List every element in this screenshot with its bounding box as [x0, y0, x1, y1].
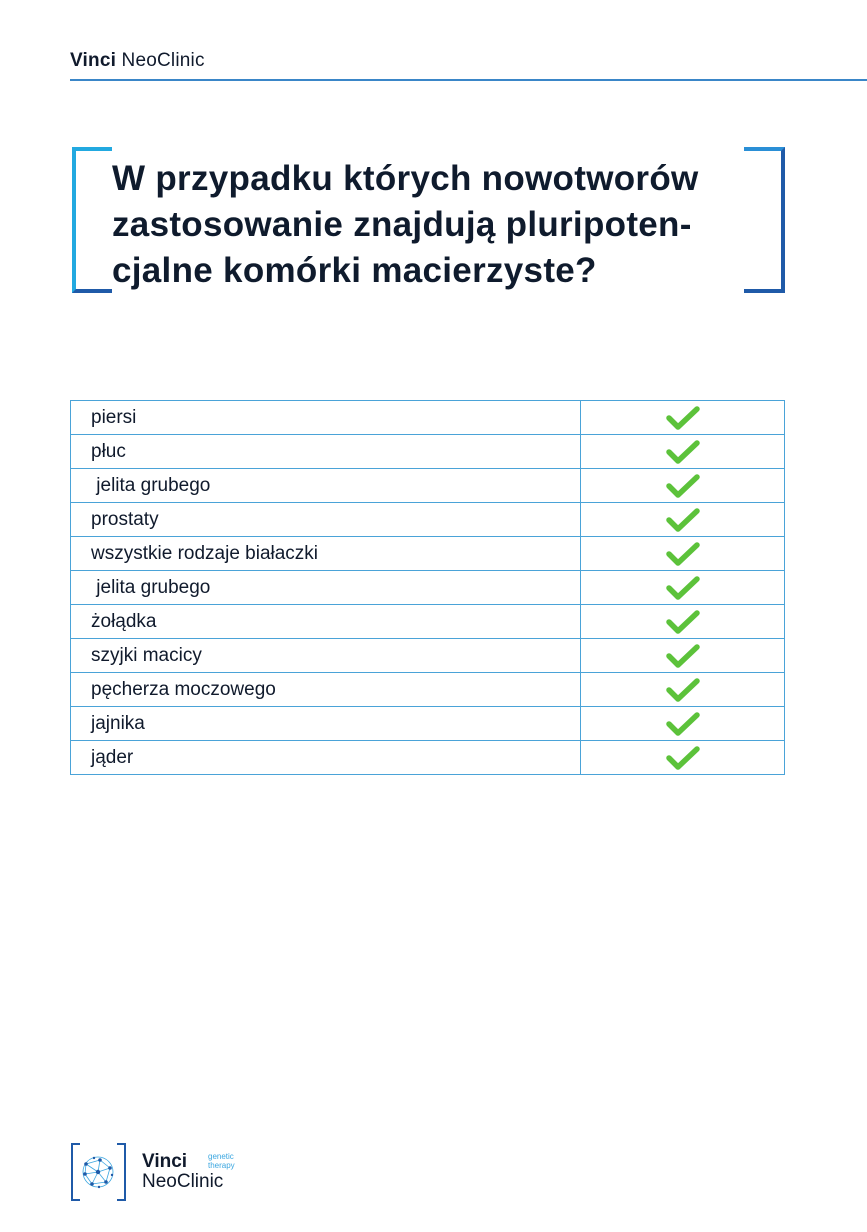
table-cell-label: pęcherza moczowego	[71, 673, 581, 707]
footer-tagline-1: genetic	[208, 1152, 234, 1161]
header-brand	[70, 50, 205, 72]
table-row	[71, 537, 785, 571]
table-cell-label: piersi	[71, 401, 581, 435]
table-row	[71, 401, 785, 435]
checkmark-icon	[666, 508, 700, 532]
table-cell-label: żołądka	[71, 605, 581, 639]
checkmark-icon	[666, 440, 700, 464]
checkmark-icon	[666, 610, 700, 634]
table-cell-label: jelita grubego	[71, 571, 581, 605]
table-cell-check	[581, 435, 785, 469]
footer-brand-bold: Vinci	[142, 1151, 188, 1172]
checkmark-icon	[666, 542, 700, 566]
table-row	[71, 707, 785, 741]
table-row	[71, 673, 785, 707]
footer-brand-regular: NeoClinic	[142, 1171, 224, 1192]
checkmark-icon	[666, 474, 700, 498]
table-row	[71, 503, 785, 537]
table-cell-label: prostaty	[71, 503, 581, 537]
title-bracket-left	[72, 147, 112, 293]
table-row	[71, 605, 785, 639]
table-cell-label: szyjki macicy	[71, 639, 581, 673]
table-cell-label: jelita grubego	[71, 469, 581, 503]
table-cell-label: wszystkie rodzaje białaczki	[71, 537, 581, 571]
table-row	[71, 741, 785, 775]
title-line-2: zastosowanie znajdują pluripoten-	[112, 205, 692, 244]
table-body	[71, 401, 785, 775]
table-cell-check	[581, 639, 785, 673]
table-cell-check	[581, 503, 785, 537]
table-cell-check	[581, 707, 785, 741]
table-row	[71, 571, 785, 605]
header-brand-regular: NeoClinic	[121, 50, 205, 71]
footer-logo	[70, 1142, 330, 1204]
header-divider	[70, 79, 867, 81]
table-cell-check	[581, 673, 785, 707]
page-title	[112, 156, 762, 294]
table-cell-check	[581, 741, 785, 775]
footer-tagline-2: therapy	[208, 1161, 235, 1170]
table-row	[71, 435, 785, 469]
title-line-1: W przypadku których nowotworów	[112, 159, 699, 198]
table-cell-label: płuc	[71, 435, 581, 469]
footer-tagline	[208, 1152, 235, 1170]
checkmark-icon	[666, 644, 700, 668]
checkmark-icon	[666, 406, 700, 430]
table-cell-label: jajnika	[71, 707, 581, 741]
checkmark-icon	[666, 576, 700, 600]
table-cell-check	[581, 537, 785, 571]
checkmark-icon	[666, 746, 700, 770]
title-line-3: cjalne komórki macierzyste?	[112, 251, 597, 290]
table-cell-check	[581, 469, 785, 503]
table-row	[71, 639, 785, 673]
header-brand-bold: Vinci	[70, 50, 117, 71]
table-cell-check	[581, 401, 785, 435]
cancer-types-table	[70, 400, 785, 775]
table-cell-label: jąder	[71, 741, 581, 775]
table-row	[71, 469, 785, 503]
neural-network-icon	[70, 1142, 127, 1202]
checkmark-icon	[666, 678, 700, 702]
table-cell-check	[581, 571, 785, 605]
checkmark-icon	[666, 712, 700, 736]
table-cell-check	[581, 605, 785, 639]
